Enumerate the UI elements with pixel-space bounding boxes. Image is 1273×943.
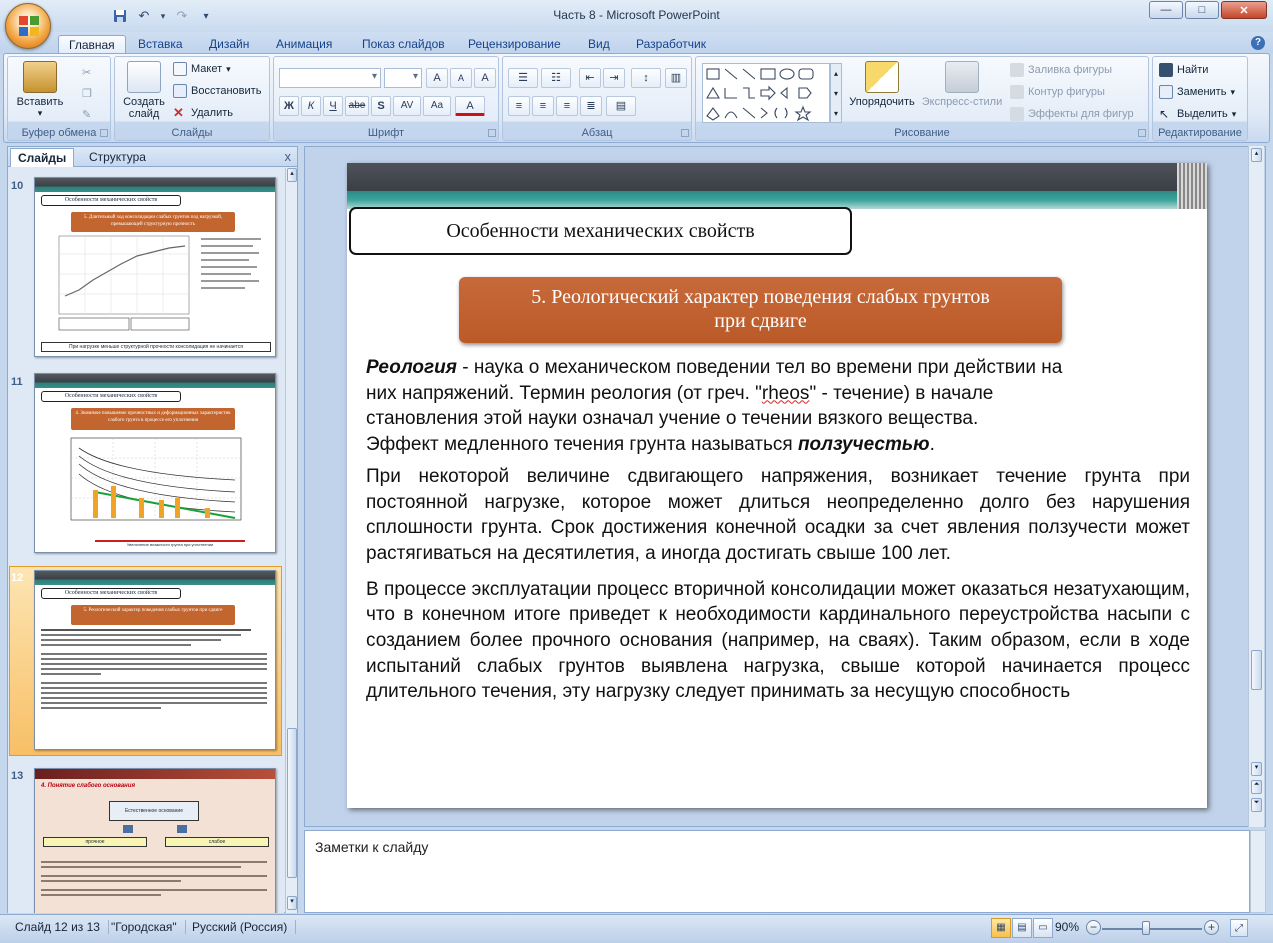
arrange-icon <box>865 61 899 93</box>
paragraph-creep: При некоторой величине сдвигающего напряжения, возникает течение грунта при постоянной нагрузке, которое может длиться неопределенно долго без нарушения сплошности грунта. Срок достижения конечной осадки за счет явления ползучести может растягиваться на десятилетия, а иногда достигать свыше 100 лет. <box>366 465 1190 564</box>
binoculars-icon <box>1159 63 1173 77</box>
scroll-up-icon[interactable]: ▴ <box>1251 148 1262 162</box>
fit-to-window-icon[interactable]: ⤢ <box>1230 919 1248 937</box>
paragraph-consolidation: В процессе эксплуатации процесс вторичной консолидации может оказаться незатухающим, что в конечном итоге приведет к необходимости кардинального переустройства насыпи с созданием более прочного основания (например, на сваях). Таким образом, если в ходе испытаний слабых грунтов выявлена нагрузка, свыше которой начинается процесс длительного течения, эту нагрузку следует принимать за несущую способность <box>366 578 1190 703</box>
reset-label: Восстановить <box>191 85 262 97</box>
zoom-out-button[interactable]: − <box>1086 920 1101 935</box>
thumb-number: 11 <box>11 376 23 388</box>
tab-animation[interactable]: Анимация <box>276 37 333 51</box>
group-label-editing: Редактирование <box>1158 127 1242 139</box>
strikethrough-button[interactable]: abe <box>345 96 369 116</box>
font-launcher-icon[interactable] <box>488 129 496 137</box>
next-slide-icon[interactable]: ⏷ <box>1251 798 1262 812</box>
slide-thumbnail-13[interactable] <box>34 768 276 913</box>
group-slides <box>114 56 270 141</box>
shape-outline-label: Контур фигуры <box>1028 86 1105 98</box>
zoom-slider-knob[interactable] <box>1142 921 1150 935</box>
office-button[interactable] <box>5 3 51 49</box>
select-label: Выделить <box>1177 108 1228 120</box>
previous-slide-icon[interactable]: ⏶ <box>1251 780 1262 794</box>
delete-label: Удалить <box>191 107 233 119</box>
paste-icon <box>23 61 57 93</box>
thumb-text-lines <box>201 238 269 294</box>
select-button[interactable]: ↖ Выделить ▾ <box>1159 107 1237 121</box>
slide-subtitle-line1: 5. Реологический характер поведения слабых грунтов <box>531 286 990 308</box>
clear-format-button[interactable]: A <box>474 68 496 88</box>
thumb-header-band <box>35 374 275 388</box>
reset-icon <box>173 84 187 98</box>
tab-insert[interactable]: Вставка <box>138 37 183 51</box>
term-rheology: Реология <box>366 357 457 378</box>
language[interactable]: Русский (Россия) <box>192 920 296 934</box>
align-center-icon[interactable]: ≡ <box>532 96 554 116</box>
new-slide-icon <box>127 61 161 93</box>
theme-name: "Городская" <box>111 920 186 934</box>
window-controls <box>1149 1 1267 19</box>
group-paragraph <box>502 56 692 141</box>
p1-word-rheos: rheos <box>761 382 810 404</box>
paint-bucket-icon <box>1010 63 1024 77</box>
slide-thumbnail-12[interactable] <box>34 570 276 750</box>
thumb-caption: Увеличение влажности грунта при уплотнении <box>95 540 245 546</box>
paragraph-rheology <box>366 355 1190 458</box>
tab-home[interactable]: Главная <box>58 35 126 55</box>
thumb-number: 12 <box>11 572 24 584</box>
paste-button[interactable] <box>12 61 68 119</box>
slide-canvas[interactable] <box>347 163 1207 808</box>
group-clipboard <box>7 56 111 141</box>
group-font <box>273 56 499 141</box>
justify-icon[interactable]: ≣ <box>580 96 602 116</box>
drawing-launcher-icon[interactable] <box>1138 129 1146 137</box>
paste-dropdown-icon[interactable]: ▾ <box>37 108 43 118</box>
notes-placeholder: Заметки к слайду <box>315 839 429 855</box>
save-icon[interactable] <box>110 7 130 25</box>
slides-panel <box>7 146 298 913</box>
thumb-title: Особенности механических свойств <box>41 195 181 206</box>
italic-button[interactable]: К <box>301 96 321 116</box>
tab-slideshow[interactable]: Показ слайдов <box>362 37 445 51</box>
redo-icon[interactable]: ↷ <box>176 8 188 23</box>
thumb-heading: 4. Понятие слабого основания <box>41 783 135 789</box>
delete-button[interactable] <box>173 104 233 122</box>
zoom-level[interactable]: 90% <box>1055 920 1080 934</box>
ribbon-tabs <box>0 32 1273 54</box>
thumb-heading: 5. Реологический характер поведения слабых грунтов при сдвиге <box>71 605 235 625</box>
quick-styles-button[interactable] <box>920 61 1004 108</box>
text-columns-icon[interactable]: ▤ <box>606 96 636 116</box>
shapes-gallery-more-icon[interactable]: ▴ ▾ ▾ <box>830 63 842 123</box>
tab-developer[interactable]: Разработчик <box>636 37 706 51</box>
slide-subtitle[interactable] <box>459 277 1062 343</box>
paragraph-launcher-icon[interactable] <box>681 129 689 137</box>
group-drawing <box>695 56 1149 141</box>
notes-pane[interactable] <box>304 830 1250 913</box>
slide-title[interactable]: Особенности механических свойств <box>349 207 852 255</box>
thumb-number: 13 <box>11 770 24 782</box>
thumb-graph <box>55 434 265 534</box>
office-logo-icon <box>18 15 40 37</box>
change-case-button[interactable]: Aa <box>423 96 451 116</box>
scrollbar-thumb[interactable] <box>287 728 297 878</box>
thumb-number: 10 <box>11 180 24 192</box>
thumb-box-top: Естественное основание <box>109 801 199 821</box>
font-name-combo[interactable] <box>279 68 381 88</box>
thumb-heading: 5. Длительный ход консолидации слабых грунтов под нагрузкой, превышающей структурную прочность <box>71 212 235 232</box>
group-label-font: Шрифт <box>367 127 405 139</box>
slide-editing-area <box>304 146 1266 827</box>
thumb-title: Особенности механических свойств <box>41 391 181 402</box>
delete-icon: ✕ <box>173 105 184 120</box>
quick-styles-icon <box>945 61 979 93</box>
group-label-drawing: Рисование <box>894 127 950 139</box>
thumb-caption: При нагрузке меньше структурной прочности консолидация не начинается <box>41 342 271 352</box>
close-button[interactable]: ✕ <box>1221 1 1267 19</box>
slide-sorter-icon[interactable]: ▤ <box>1012 918 1032 938</box>
undo-icon[interactable]: ↶ <box>138 8 150 23</box>
arrange-button[interactable] <box>846 61 918 108</box>
slide-counter: Слайд 12 из 13 <box>15 920 109 934</box>
normal-view-icon[interactable]: ▦ <box>991 918 1011 938</box>
slide-thumbnail-11[interactable] <box>34 373 276 553</box>
scroll-down-icon[interactable]: ▾ <box>1251 762 1262 776</box>
new-slide-label-1: Создать <box>123 96 165 108</box>
char-spacing-button[interactable]: AV <box>393 96 421 116</box>
tab-view[interactable]: Вид <box>588 37 610 51</box>
p1-text-e: Эффект медленного течения грунта называться <box>366 434 798 456</box>
numbering-icon[interactable]: ☷ <box>541 68 571 88</box>
grow-font-button[interactable]: A <box>426 68 448 88</box>
thumb-header-band <box>35 571 275 585</box>
shrink-font-button[interactable]: A <box>450 68 472 88</box>
thumb-header-band <box>35 769 276 779</box>
increase-indent-icon[interactable]: ⇥ <box>603 68 625 88</box>
thumb-box-right: слабое <box>165 837 269 847</box>
thumb-body-lines <box>41 629 269 712</box>
tab-design[interactable]: Дизайн <box>209 37 250 51</box>
panel-tabs <box>8 147 297 167</box>
shapes-gallery-icons <box>703 64 831 124</box>
customize-qat-icon[interactable]: ▾ <box>203 10 209 22</box>
paste-label: Вставить <box>16 96 64 108</box>
scroll-down-icon[interactable]: ▾ <box>287 896 297 910</box>
font-size-combo[interactable] <box>384 68 422 88</box>
term-creep: ползучестью <box>797 434 930 456</box>
effects-icon <box>1010 107 1024 121</box>
new-slide-label-2: слайд <box>128 108 160 120</box>
pen-icon <box>1010 85 1024 99</box>
thumb-chart <box>45 234 195 334</box>
layout-icon <box>173 62 187 76</box>
group-label-paragraph: Абзац <box>581 127 613 139</box>
scroll-up-icon[interactable]: ▴ <box>287 168 297 182</box>
tab-review[interactable]: Рецензирование <box>468 37 561 51</box>
quick-access-toolbar <box>56 6 216 26</box>
shape-fill-label: Заливка фигуры <box>1028 64 1113 76</box>
align-left-icon[interactable]: ≡ <box>508 96 530 116</box>
new-slide-button[interactable] <box>119 61 169 120</box>
slide-thumbnail-10[interactable] <box>34 177 276 357</box>
title-bar <box>0 0 1273 32</box>
p1-text-end: . <box>929 434 935 456</box>
thumb-title: Особенности механических свойств <box>41 588 181 599</box>
arrange-label: Упорядочить <box>849 96 915 108</box>
bullets-icon[interactable]: ☰ <box>508 68 538 88</box>
columns-icon[interactable]: ▥ <box>665 68 687 88</box>
shapes-gallery[interactable] <box>702 63 830 123</box>
window-title: Часть 8 - Microsoft PowerPoint <box>553 8 720 22</box>
minimize-button[interactable]: — <box>1149 1 1183 19</box>
replace-button[interactable]: Заменить ▾ <box>1159 83 1235 101</box>
replace-label: Заменить <box>1177 86 1227 98</box>
slideshow-view-icon[interactable]: ▭ <box>1033 918 1053 938</box>
thumb-heading: 4. Значимое повышение прочностных и деформационных характеристик слабого грунта в процессе его уплотнения <box>71 408 235 430</box>
group-label-slides: Слайды <box>171 127 213 139</box>
help-icon[interactable]: ? <box>1251 36 1265 50</box>
close-panel-icon[interactable]: x <box>284 149 291 164</box>
decrease-indent-icon[interactable]: ⇤ <box>579 68 601 88</box>
thumb-arrow-right <box>177 825 187 833</box>
shape-outline-button[interactable] <box>1010 83 1105 101</box>
thumbnail-list <box>8 168 284 913</box>
replace-icon <box>1159 85 1173 99</box>
scrollbar-thumb[interactable] <box>1251 650 1262 690</box>
underline-button[interactable]: Ч <box>323 96 343 116</box>
thumb-body-lines <box>41 861 269 899</box>
layout-label: Макет <box>191 63 223 75</box>
thumbnail-scrollbar[interactable] <box>285 168 297 913</box>
slide-subtitle-line2: при сдвиге <box>714 310 807 332</box>
cut-icon[interactable]: ✂ <box>82 66 92 79</box>
line-spacing-icon[interactable]: ↕ <box>631 68 661 88</box>
bold-button[interactable]: Ж <box>279 96 299 116</box>
thumb-box-left: прочное <box>43 837 147 847</box>
reset-button[interactable] <box>173 82 261 100</box>
thumb-header-band <box>35 178 275 192</box>
p1-text-c: " - течение) в начале <box>809 382 994 404</box>
p1-text-d: становления этой науки означал учение о течении вязкого вещества. <box>366 408 979 430</box>
group-label-clipboard: Буфер обмена <box>21 127 97 139</box>
tab-slides[interactable]: Слайды <box>10 148 74 167</box>
group-editing <box>1152 56 1248 141</box>
copy-icon[interactable]: ❐ <box>82 87 92 100</box>
zoom-in-button[interactable]: + <box>1204 920 1219 935</box>
shape-fill-button[interactable] <box>1010 61 1112 79</box>
status-bar <box>0 914 1273 943</box>
format-painter-icon[interactable]: ✎ <box>82 108 92 121</box>
slide-body-text[interactable] <box>366 355 1190 715</box>
layout-button[interactable]: Макет ▾ <box>173 60 231 78</box>
p1-text-b: них напряжений. Термин реология (от греч. " <box>366 382 762 404</box>
p1-text-a: - наука о механическом поведении тел во времени при действии на <box>456 357 1063 378</box>
undo-dropdown-icon[interactable]: ▾ <box>160 10 166 21</box>
font-color-button[interactable]: A <box>455 96 485 116</box>
notes-scrollbar[interactable] <box>1250 830 1266 913</box>
quick-styles-label: Экспресс-стили <box>921 96 1003 108</box>
thumb-arrow-left <box>123 825 133 833</box>
slide-header-band <box>347 163 1207 191</box>
align-right-icon[interactable]: ≡ <box>556 96 578 116</box>
shape-effects-button[interactable] <box>1010 105 1134 123</box>
find-label: Найти <box>1177 64 1209 76</box>
slide-scrollbar[interactable] <box>1248 146 1264 827</box>
shadow-button[interactable]: S <box>371 96 391 116</box>
shape-effects-label: Эффекты для фигур <box>1028 108 1134 120</box>
maximize-button[interactable]: □ <box>1185 1 1219 19</box>
ribbon <box>3 53 1270 143</box>
slide-decorative-stripes <box>1177 163 1207 209</box>
tab-outline[interactable]: Структура <box>89 150 146 164</box>
cursor-icon: ↖ <box>1159 107 1170 121</box>
clipboard-launcher-icon[interactable] <box>100 129 108 137</box>
zoom-slider[interactable] <box>1102 928 1202 930</box>
find-button[interactable] <box>1159 61 1208 79</box>
